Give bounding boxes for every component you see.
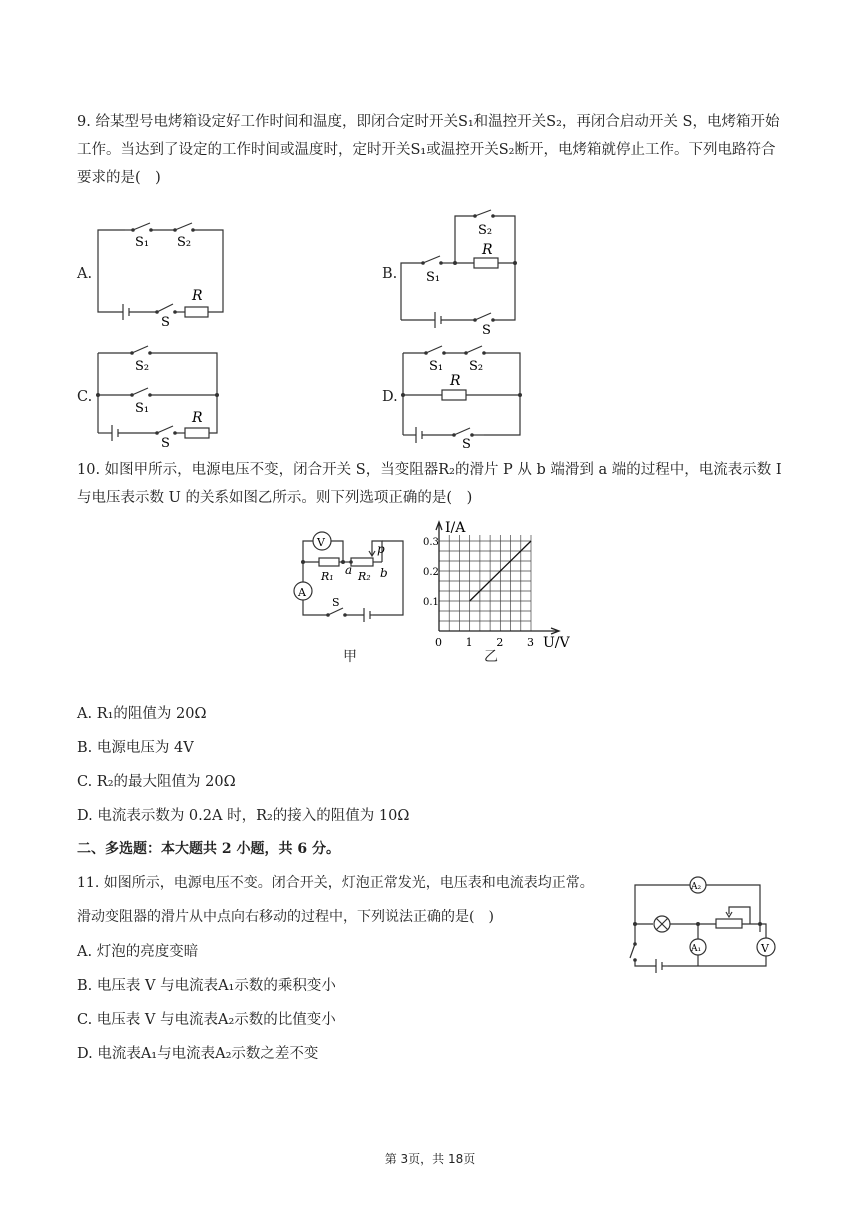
q9-circuit-c xyxy=(95,345,235,451)
s2-label: S₂ xyxy=(478,223,493,238)
x-tick-label: 2 xyxy=(496,636,504,649)
q9-text: 9. 给某型号电烤箱设定好工作时间和温度，即闭合定时开关S₁和温控开关S₂，再闭合启动开关 S，电烤箱开始工作。当达到了设定的工作时间或温度时，定时开关S₁或温控开关S₂断开，电烤箱就停止工作。下列电路符合要求的是( ) xyxy=(77,114,780,186)
p-label: p xyxy=(377,542,385,556)
b-label: b xyxy=(380,566,388,580)
r-label: R xyxy=(450,373,461,389)
s1-label: S₁ xyxy=(426,270,441,285)
r2-label: R₂ xyxy=(358,570,371,583)
q11-option-c: C. 电压表 V 与电流表A₂示数的比值变小 xyxy=(77,1012,336,1028)
q10-option-a: A. R₁的阻值为 20Ω xyxy=(77,706,207,722)
q10-option-c: C. R₂的最大阻值为 20Ω xyxy=(77,774,236,790)
q11-option-a: A. 灯泡的亮度变暗 xyxy=(77,944,199,960)
a2-label: A₂ xyxy=(691,882,702,892)
section-2-heading: 二、多选题：本大题共 2 小题，共 6 分。 xyxy=(77,841,340,857)
q9-circuit-a xyxy=(95,220,235,330)
s2-label: S₂ xyxy=(469,359,484,374)
ammeter-label: A xyxy=(298,586,306,599)
q9-option-a-label: A. xyxy=(77,266,93,282)
s-label: S xyxy=(462,437,471,452)
s1-label: S₁ xyxy=(135,401,150,416)
s2-label: S₂ xyxy=(135,359,150,374)
a-label: a xyxy=(345,563,353,577)
y-tick-label: 0.3 xyxy=(423,537,439,548)
q9-option-d-label: D. xyxy=(382,389,398,405)
a1-label: A₁ xyxy=(691,944,702,954)
r-label: R xyxy=(192,410,203,426)
q10-circuit-jia xyxy=(288,527,413,627)
x-axis-label: U/V xyxy=(543,635,570,651)
x-tick-label: 1 xyxy=(465,636,473,649)
s-label: S xyxy=(332,596,340,609)
fig-jia-caption: 甲 xyxy=(343,649,357,665)
s-label: S xyxy=(161,436,170,451)
s1-label: S₁ xyxy=(429,359,444,374)
y-tick-label: 0.2 xyxy=(423,567,439,578)
q9-circuit-b xyxy=(398,208,528,338)
q10-iu-graph xyxy=(422,518,582,651)
q11-option-b: B. 电压表 V 与电流表A₁示数的乘积变小 xyxy=(77,978,336,994)
r-label: R xyxy=(192,288,203,304)
q11-text-line1: 11. 如图所示，电源电压不变。闭合开关，灯泡正常发光，电压表和电流表均正常。 xyxy=(77,875,594,891)
q11-option-d: D. 电流表A₁与电流表A₂示数之差不变 xyxy=(77,1046,319,1062)
q9-circuit-d xyxy=(400,345,530,452)
q10-option-d: D. 电流表示数为 0.2A 时，R₂的接入的阻值为 10Ω xyxy=(77,808,410,824)
x-tick-label: 0 xyxy=(435,636,442,649)
voltmeter-label: V xyxy=(317,536,325,549)
y-axis-label: I/A xyxy=(445,520,466,536)
s-label: S xyxy=(482,323,491,338)
q11-circuit xyxy=(630,872,780,977)
fig-yi-caption: 乙 xyxy=(484,649,498,665)
q10-text: 10. 如图甲所示，电源电压不变，闭合开关 S，当变阻器R₂的滑片 P 从 b 端滑到 a 端的过程中，电流表示数 I 与电压表示数 U 的关系如图乙所示。则下列选项正确的是( ) xyxy=(77,462,782,506)
y-tick-label: 0.1 xyxy=(423,597,439,608)
x-tick-label: 3 xyxy=(527,636,534,649)
r-label: R xyxy=(482,242,493,258)
q11-text-line2: 滑动变阻器的滑片从中点向右移动的过程中，下列说法正确的是( ) xyxy=(77,909,494,925)
q9-option-b-label: B. xyxy=(382,266,398,282)
s-label: S xyxy=(161,315,170,330)
v-label: V xyxy=(761,942,769,955)
q9-option-c-label: C. xyxy=(77,389,93,405)
s1-label: S₁ xyxy=(135,235,150,250)
page-footer: 第 3页，共 18页 xyxy=(384,1152,476,1166)
s2-label: S₂ xyxy=(177,235,192,250)
q10-option-b: B. 电源电压为 4V xyxy=(77,740,194,756)
r1-label: R₁ xyxy=(321,570,334,583)
